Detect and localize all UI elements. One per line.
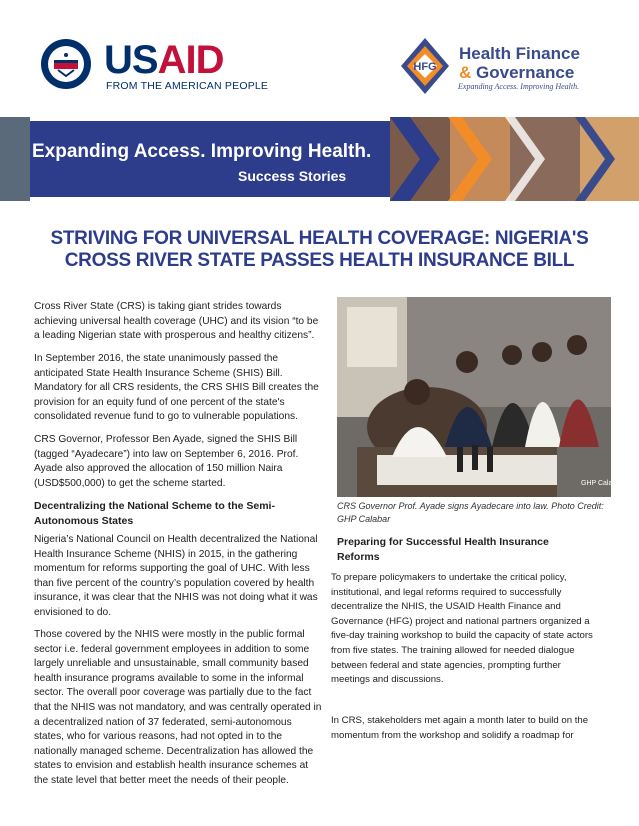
banner-title: Expanding Access. Improving Health. [32, 141, 372, 162]
coverage-paragraph: Those covered by the NHIS were mostly in the public formal sector i.e. federal government employees in addition to some largely unreliable and unsustainable, small community based health insurance programs available to some in the informal sector. The overall poor coverage was partially due to the fact that the NHIS was not mandatory, and was centrally operated in a decentralized nation of 37 federated, semi-autonomous states, who for various reasons, had not opted in to the nationally managed scheme. Decentralization has allowed the states to envision and establish health insurance schemes at the state level that better meet the needs of their people. [34, 629, 322, 786]
bill-paragraph: In September 2016, the state unanimously passed the anticipated State Health Insurance Scheme (SHIS) Bill. Mandatory for all CRS residents, the CRS SHIS Bill creates the provision for an equity fund of one percent of the state's consolidated revenue fund to go to vulnerable populations. [34, 353, 319, 423]
intro-paragraph: Cross River State (CRS) is taking giant strides towards achieving universal health coverage (UHC) and its vision “to be a leading Nigerian state with prosperous and healthy citizens”. [34, 301, 319, 342]
photo-credit-mark: GHP Calabar [581, 480, 623, 487]
usaid-tagline: FROM THE AMERICAN PEOPLE [106, 80, 269, 92]
hfg-diamond-logo [399, 36, 451, 96]
governor-paragraph: CRS Governor, Professor Ben Ayade, signed the SHIS Bill (tagged “Ayadecare”) into law on September 6, 2016. Prof. Ayade also approved the allocation of 150 million Naira (USD$500,000) to get the scheme started. [34, 434, 299, 489]
section-heading-decentralizing: Decentralizing the National Scheme to the Semi-Autonomous States [34, 500, 275, 527]
hfg-name: Health Finance & Governance [459, 44, 580, 82]
banner-subtitle: Success Stories [238, 168, 347, 184]
hfg-mark-text: HFG [413, 61, 437, 73]
stakeholders-paragraph: In CRS, stakeholders met again a month later to build on the momentum from the workshop and solidify a roadmap for [331, 715, 589, 741]
training-paragraph: To prepare policymakers to undertake the critical policy, institutional, and legal reforms required to successfully decentralize the NHIS, the USAID Health Finance and Governance (HFG) project and national partners organized a five-day training workshop to build the capacity of state actors from five states. The training allowed for needed dialogue between federal and state agencies, prompting further meetings and discussions. [331, 572, 593, 686]
page-headline: STRIVING FOR UNIVERSAL HEALTH COVERAGE: NIGERIA'S CROSS RIVER STATE PASSES HEALTH INSURANCE BILL [50, 228, 589, 271]
usaid-seal-logo [40, 38, 92, 90]
signing-photo [337, 297, 623, 497]
photo-caption: CRS Governor Prof. Ayade signs Ayadecare into law. Photo Credit: GHP Calabar [337, 501, 604, 524]
hfg-tagline: Expanding Access. Improving Health. [458, 82, 580, 91]
section-heading-preparing: Preparing for Successful Health Insurance Reforms [337, 536, 549, 563]
signing-photo-illustration [337, 297, 623, 497]
council-paragraph: Nigeria’s National Council on Health decentralized the National Health Insurance Scheme (NHIS) in 2015, in the gathering momentum for reforms supporting the goal of UHC. With less than five percent of the country’s population covered by health insurance, it was clear that the NHIS was not doing what it was envisioned to do. [34, 534, 318, 618]
usaid-wordmark: USAID [104, 38, 224, 82]
